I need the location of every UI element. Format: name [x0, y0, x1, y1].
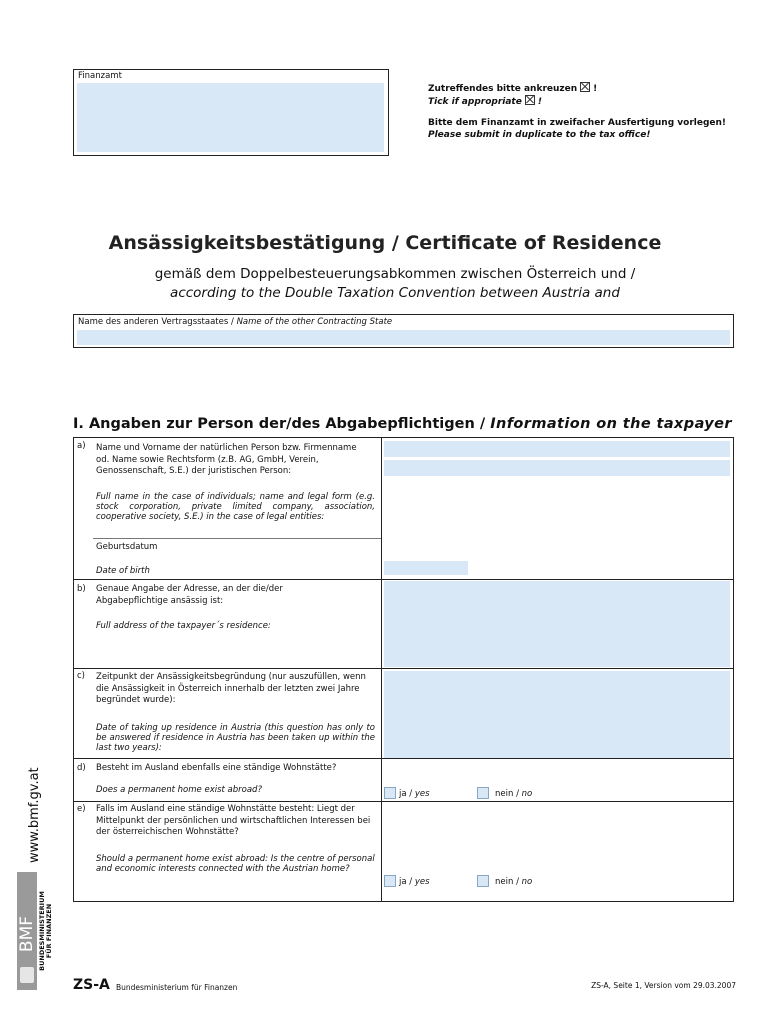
permanent-home-yes-checkbox[interactable] — [384, 787, 396, 799]
address-input[interactable] — [384, 581, 730, 667]
finanzamt-label: Finanzamt — [78, 71, 122, 81]
interests-yes-checkbox[interactable] — [384, 875, 396, 887]
ministry-name-line2: FÜR FINANZEN — [45, 903, 53, 959]
contracting-state-input[interactable] — [77, 330, 730, 345]
ministry-name-line1: BUNDESMINISTERIUM — [38, 891, 46, 971]
coat-of-arms-icon — [20, 967, 34, 983]
permanent-home-no-checkbox[interactable] — [477, 787, 489, 799]
permanent-home-no-label: nein / no — [495, 789, 533, 799]
row-c-letter: c) — [77, 671, 85, 681]
row-d-text-en: Does a permanent home exist abroad? — [96, 785, 262, 795]
submit-instruction-de: Bitte dem Finanzamt in zweifacher Ausfertigung vorlegen! — [428, 118, 727, 128]
form-code: ZS-A — [73, 977, 110, 993]
row-c-text-de: Zeitpunkt der Ansässigkeitsbegründung (nur auszufüllen, wenn die Ansässigkeit in Österreich innerhalb der letzten zwei Jahre begründet wurde): — [96, 672, 366, 705]
contracting-state-label-de: Name des anderen Vertragsstaates / — [78, 317, 234, 327]
row-a-dob-en: Date of birth — [96, 566, 150, 576]
name-input-line2[interactable] — [384, 460, 730, 476]
finanzamt-input[interactable] — [77, 83, 384, 152]
row-b-text-en: Full address of the taxpayer´s residence: — [96, 621, 271, 631]
bmf-logo-text: BMF — [17, 915, 37, 953]
section-heading-de: I. Angaben zur Person der/des Abgabepflichtigen / — [73, 416, 486, 432]
interests-no-label: nein / no — [495, 877, 533, 887]
section-heading-en: Information on the taxpayer — [490, 416, 732, 432]
date-of-birth-input[interactable] — [384, 561, 468, 575]
row-a-dob-de: Geburtsdatum — [96, 542, 158, 552]
footer-version: ZS-A, Seite 1, Version vom 29.03.2007 — [591, 981, 736, 990]
title-sub-de: gemäß dem Doppelbesteuerungsabkommen zwischen Österreich und / — [154, 266, 636, 282]
title-sub-en: according to the Double Taxation Convention between Austria and — [170, 285, 620, 301]
row-a-letter: a) — [77, 441, 86, 451]
row-a-text-de: Name und Vorname der natürlichen Person bzw. Firmenname od. Name sowie Rechtsform (z.B. AG, GmbH, Verein, Genossenschaft, S.E.) der juristischen Person: — [96, 443, 357, 476]
tick-instructions: Zutreffendes bitte ankreuzen ! Tick if appropriate ! — [428, 84, 598, 107]
contracting-state-label — [78, 317, 392, 329]
row-b-letter: b) — [77, 584, 86, 594]
contracting-state-box — [73, 314, 734, 348]
row-e-text-de: Falls im Ausland eine ständige Wohnstätte besteht: Liegt der Mittelpunkt der persönlichen und wirtschaftlichen Interessen bei der österreichischen Wohnstätte? — [96, 804, 371, 837]
submit-instructions — [428, 117, 726, 141]
row-d-letter: d) — [77, 763, 86, 773]
interests-yes-label: ja / yes — [399, 877, 430, 887]
checked-box-icon — [525, 95, 535, 105]
bmf-logo — [17, 872, 63, 992]
footer-ministry: Bundesministerium für Finanzen — [116, 983, 238, 992]
interests-no-checkbox[interactable] — [477, 875, 489, 887]
section-heading — [73, 416, 732, 432]
row-d-text-de: Besteht im Ausland ebenfalls eine ständige Wohnstätte? — [96, 763, 337, 773]
document-title: Ansässigkeitsbestätigung / Certificate of Residence — [108, 232, 662, 254]
contracting-state-label-en: Name of the other Contracting State — [236, 317, 393, 327]
row-a-text-en: Full name in the case of individuals; name and legal form (e.g. stock corporation, private limited company, association, cooperative society, S.E.) in the case of legal entities: — [96, 492, 375, 522]
finanzamt-box — [73, 69, 389, 156]
row-e-letter: e) — [77, 804, 86, 814]
name-input-line1[interactable] — [384, 441, 730, 457]
row-e-text-en: Should a permanent home exist abroad: Is the centre of personal and economic interests connected with the Austrian home? — [96, 854, 375, 874]
checked-box-icon — [580, 82, 590, 92]
ministry-url: www.bmf.gv.at — [27, 767, 42, 863]
tick-instruction-de: Zutreffendes bitte ankreuzen — [428, 84, 578, 94]
row-b-text-de: Genaue Angabe der Adresse, an der die/der Abgabepflichtige ansässig ist: — [96, 584, 283, 606]
permanent-home-yes-label: ja / yes — [399, 789, 430, 799]
submit-instruction-en: Please submit in duplicate to the tax office! — [428, 130, 651, 140]
row-c-text-en: Date of taking up residence in Austria (this question has only to be answered if residence in Austria has been taken up within the last two years): — [96, 723, 375, 753]
tick-instruction-en: Tick if appropriate — [428, 97, 522, 107]
residence-date-input[interactable] — [384, 671, 730, 758]
